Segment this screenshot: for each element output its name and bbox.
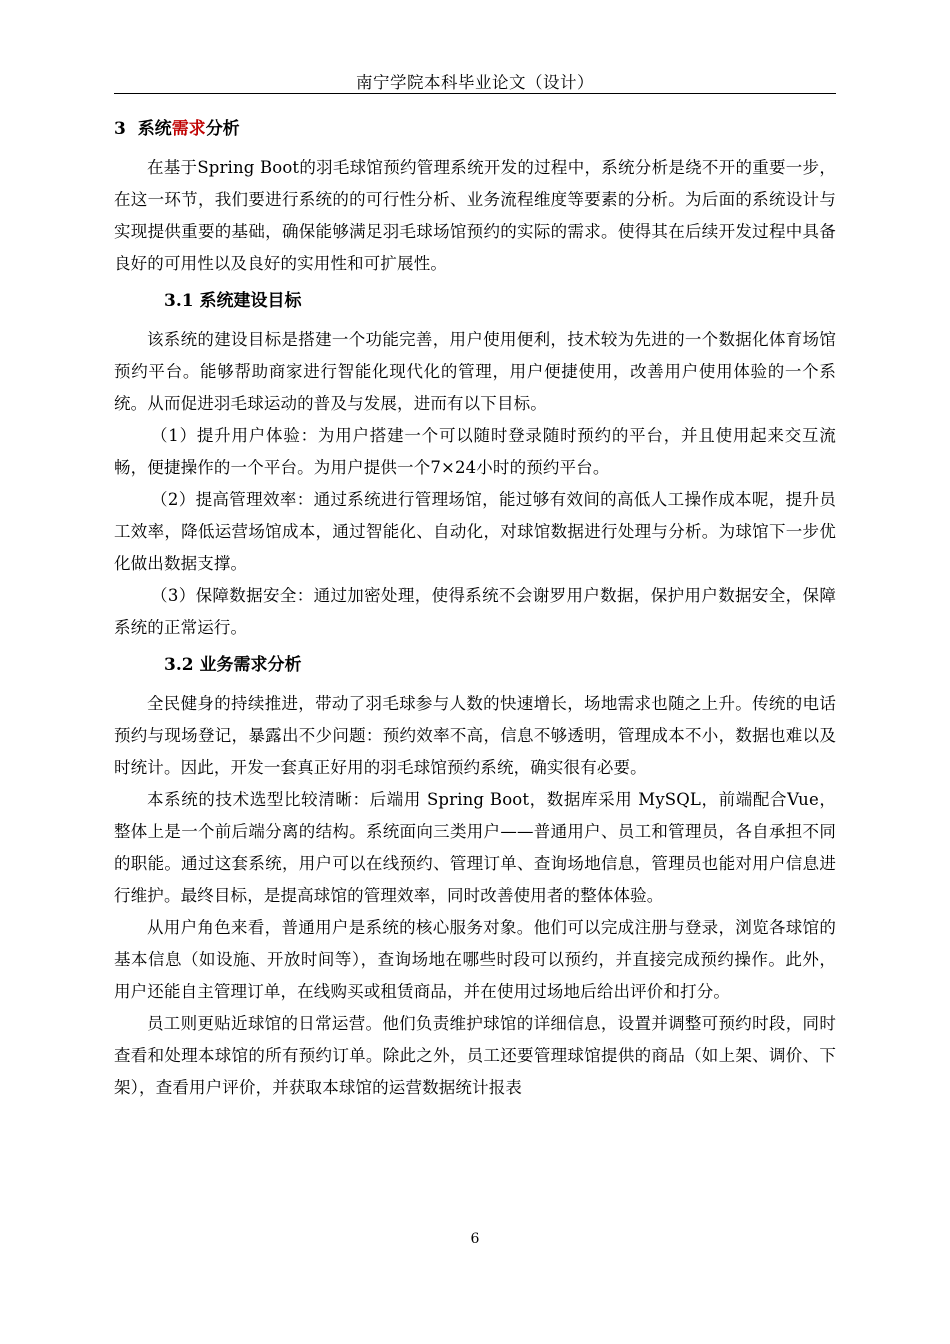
- section-3-2-paragraph-4: 员工则更贴近球馆的日常运营。他们负责维护球馆的详细信息，设置并调整可预约时段，同时查看和处理本球馆的所有预约订单。除此之外，员工还要管理球馆提供的商品（如上架、调价、下架），查看用户评价，并获取本球馆的运营数据统计报表: [114, 1014, 836, 1097]
- section-3-2-paragraph-2: 本系统的技术选型比较清晰：后端用 Spring Boot，数据库采用 MySQL，前端配合Vue，整体上是一个前后端分离的结构。系统面向三类用户——普通用户、员工和管理员，各自承担不同的职能。通过这套系统，用户可以在线预约、管理订单、查询场地信息，管理员也能对用户信息进行维护。最终目标，是提高球馆的管理效率，同时改善使用者的整体体验。: [114, 790, 836, 905]
- running-header: 南宁学院本科毕业论文（设计）: [356, 73, 594, 92]
- section-title-highlight: 需求: [171, 119, 206, 139]
- page-content: [114, 112, 836, 1104]
- section-3-2-paragraph-1: 全民健身的持续推进，带动了羽毛球参与人数的快速增长，场地需求也随之上升。传统的电话预约与现场登记，暴露出不少问题：预约效率不高，信息不够透明，管理成本不小，数据也难以及时统计。因此，开发一套真正好用的羽毛球馆预约系统，确实很有必要。: [114, 694, 836, 777]
- section-3-heading: [114, 112, 836, 146]
- header-rule: [114, 93, 836, 94]
- goal-item-2: （2）提高管理效率：通过系统进行管理场馆，能过够有效间的高低人工操作成本呢，提升员工效率，降低运营场馆成本，通过智能化、自动化，对球馆数据进行处理与分析。为球馆下一步优化做出数据支撑。: [114, 490, 836, 573]
- section-3-intro: 在基于Spring Boot的羽毛球馆预约管理系统开发的过程中，系统分析是绕不开的重要一步，在这一环节，我们要进行系统的的可行性分析、业务流程维度等要素的分析。为后面的系统设计与实现提供重要的基础，确保能够满足羽毛球场馆预约的实际的需求。使得其在后续开发过程中具备良好的可用性以及良好的实用性和可扩展性。: [114, 158, 836, 273]
- section-number: 3: [114, 119, 126, 139]
- section-3-2-paragraph-3: 从用户角色来看，普通用户是系统的核心服务对象。他们可以完成注册与登录，浏览各球馆的基本信息（如设施、开放时间等），查询场地在哪些时段可以预约，并直接完成预约操作。此外，用户还能自主管理订单，在线购买或租赁商品，并在使用过场地后给出评价和打分。: [114, 918, 836, 1001]
- goal-item-1: （1）提升用户体验：为用户搭建一个可以随时登录随时预约的平台，并且使用起来交互流畅，便捷操作的一个平台。为用户提供一个7×24小时的预约平台。: [114, 426, 836, 477]
- section-3-1-paragraph: 该系统的建设目标是搭建一个功能完善，用户使用便利，技术较为先进的一个数据化体育场馆预约平台。能够帮助商家进行智能化现代化的管理，用户便捷使用，改善用户使用体验的一个系统。从而促进羽毛球运动的普及与发展，进而有以下目标。: [114, 330, 836, 413]
- page-number: 6: [470, 1231, 480, 1247]
- goal-item-3: （3）保障数据安全：通过加密处理，使得系统不会谢罗用户数据，保护用户数据安全，保障系统的正常运行。: [114, 586, 836, 637]
- section-title-pre: 系统: [137, 119, 172, 139]
- section-3-2-heading: 3.2 业务需求分析: [164, 655, 302, 675]
- section-3-1-heading: 3.1 系统建设目标: [164, 291, 302, 311]
- section-title-post: 分析: [205, 119, 240, 139]
